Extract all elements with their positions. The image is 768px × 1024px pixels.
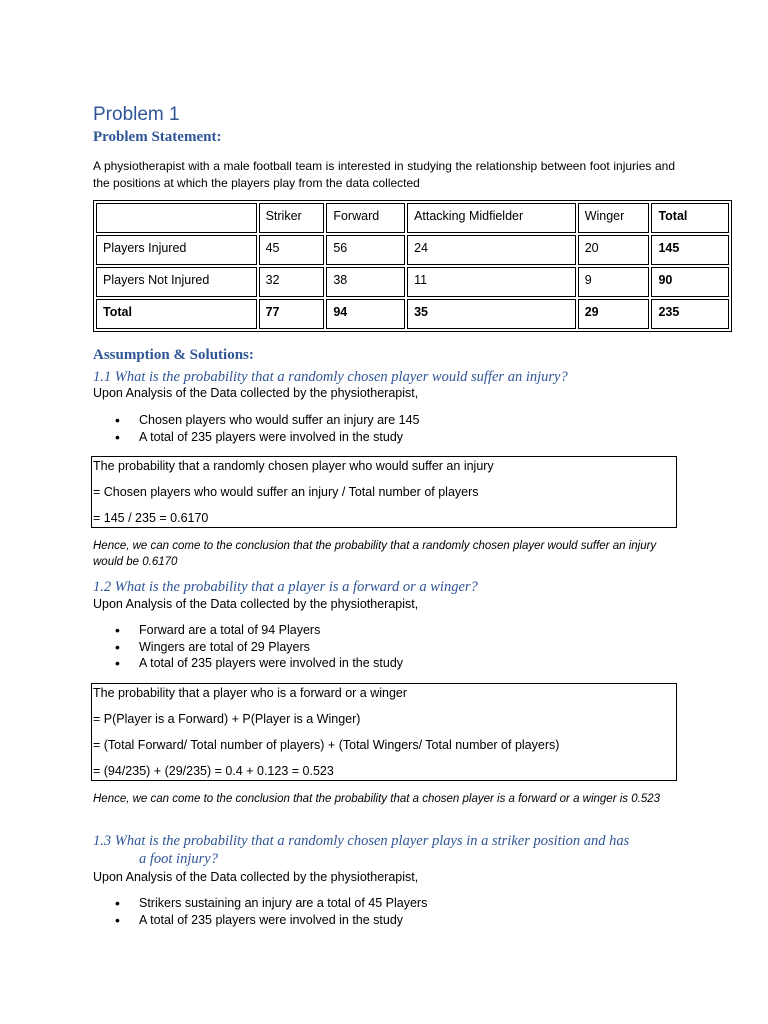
table-header-cell: Total bbox=[651, 203, 729, 233]
list-item: • Forward are a total of 94 Players bbox=[93, 622, 403, 639]
list-item: • Chosen players who would suffer an injury are 145 bbox=[93, 412, 420, 429]
table-row bbox=[96, 267, 729, 297]
table-header-cell: Winger bbox=[578, 203, 650, 233]
injury-table bbox=[93, 200, 732, 332]
assumption-heading: Assumption & Solutions: bbox=[93, 347, 254, 363]
analysis-intro: Upon Analysis of the Data collected by the physiotherapist, bbox=[93, 597, 419, 611]
table-cell: 90 bbox=[651, 267, 729, 297]
statement-heading: Problem Statement: bbox=[93, 129, 222, 145]
table-cell: 11 bbox=[407, 267, 576, 297]
calculation-line: = P(Player is a Forward) + P(Player is a Winger) bbox=[93, 712, 361, 726]
page-title: Problem 1 bbox=[93, 104, 180, 125]
calculation-line: = (Total Forward/ Total number of players) + (Total Wingers/ Total number of players) bbox=[93, 738, 560, 752]
table-cell: 38 bbox=[326, 267, 405, 297]
calculation-box bbox=[91, 456, 677, 528]
table-header-cell: Striker bbox=[259, 203, 325, 233]
calculation-line: = Chosen players who would suffer an injury / Total number of players bbox=[93, 485, 479, 499]
bullet-list bbox=[93, 412, 420, 445]
calculation-line: = (94/235) + (29/235) = 0.4 + 0.123 = 0.523 bbox=[93, 764, 334, 778]
table-row bbox=[96, 299, 729, 329]
table-cell: 56 bbox=[326, 235, 405, 265]
bullet-list bbox=[93, 622, 403, 672]
table-header-cell bbox=[96, 203, 257, 233]
table-cell: 145 bbox=[651, 235, 729, 265]
list-item: • A total of 235 players were involved in the study bbox=[93, 655, 403, 672]
conclusion-text: Hence, we can come to the conclusion that the probability that a chosen player is a forward or a winger is 0.523 bbox=[93, 793, 661, 805]
table-cell: Players Injured bbox=[96, 235, 257, 265]
question-1-3 bbox=[93, 832, 683, 868]
question-1-2: 1.2 What is the probability that a player is a forward or a winger? bbox=[93, 579, 478, 595]
calculation-line: The probability that a randomly chosen player who would suffer an injury bbox=[93, 459, 494, 473]
list-item: • A total of 235 players were involved in the study bbox=[93, 429, 420, 446]
table-header-cell: Attacking Midfielder bbox=[407, 203, 576, 233]
table-cell: 9 bbox=[578, 267, 650, 297]
table-cell: 77 bbox=[259, 299, 325, 329]
conclusion-text: Hence, we can come to the conclusion that the probability that a randomly chosen player would suffer an injury would be 0.6170 bbox=[93, 540, 657, 568]
list-item: • A total of 235 players were involved in the study bbox=[93, 912, 427, 929]
calculation-line: = 145 / 235 = 0.6170 bbox=[93, 511, 209, 525]
analysis-intro: Upon Analysis of the Data collected by the physiotherapist, bbox=[93, 870, 419, 884]
table-cell: 94 bbox=[326, 299, 405, 329]
calculation-line: The probability that a player who is a forward or a winger bbox=[93, 686, 408, 700]
table-cell: 235 bbox=[651, 299, 729, 329]
table-cell: 24 bbox=[407, 235, 576, 265]
analysis-intro: Upon Analysis of the Data collected by the physiotherapist, bbox=[93, 386, 419, 400]
list-item: • Wingers are total of 29 Players bbox=[93, 639, 403, 656]
table-cell: 32 bbox=[259, 267, 325, 297]
table-header-cell: Forward bbox=[326, 203, 405, 233]
table-header-row bbox=[96, 203, 729, 233]
table-row bbox=[96, 235, 729, 265]
calculation-box bbox=[91, 683, 677, 781]
list-item: • Strikers sustaining an injury are a total of 45 Players bbox=[93, 895, 427, 912]
question-1-1: 1.1 What is the probability that a randomly chosen player would suffer an injury? bbox=[93, 369, 568, 385]
table-cell: 45 bbox=[259, 235, 325, 265]
question-line: 1.3 What is the probability that a randomly chosen player plays in a striker position and has bbox=[93, 833, 630, 849]
question-line: a foot injury? bbox=[139, 851, 218, 867]
table-cell: 20 bbox=[578, 235, 650, 265]
statement-text: A physiotherapist with a male football team is interested in studying the relationship between foot injuries and the positions at which the players play from the data collected bbox=[93, 159, 675, 190]
table-cell: 29 bbox=[578, 299, 650, 329]
table-cell: Players Not Injured bbox=[96, 267, 257, 297]
table-cell: 35 bbox=[407, 299, 576, 329]
table-cell: Total bbox=[96, 299, 257, 329]
bullet-list bbox=[93, 895, 427, 928]
